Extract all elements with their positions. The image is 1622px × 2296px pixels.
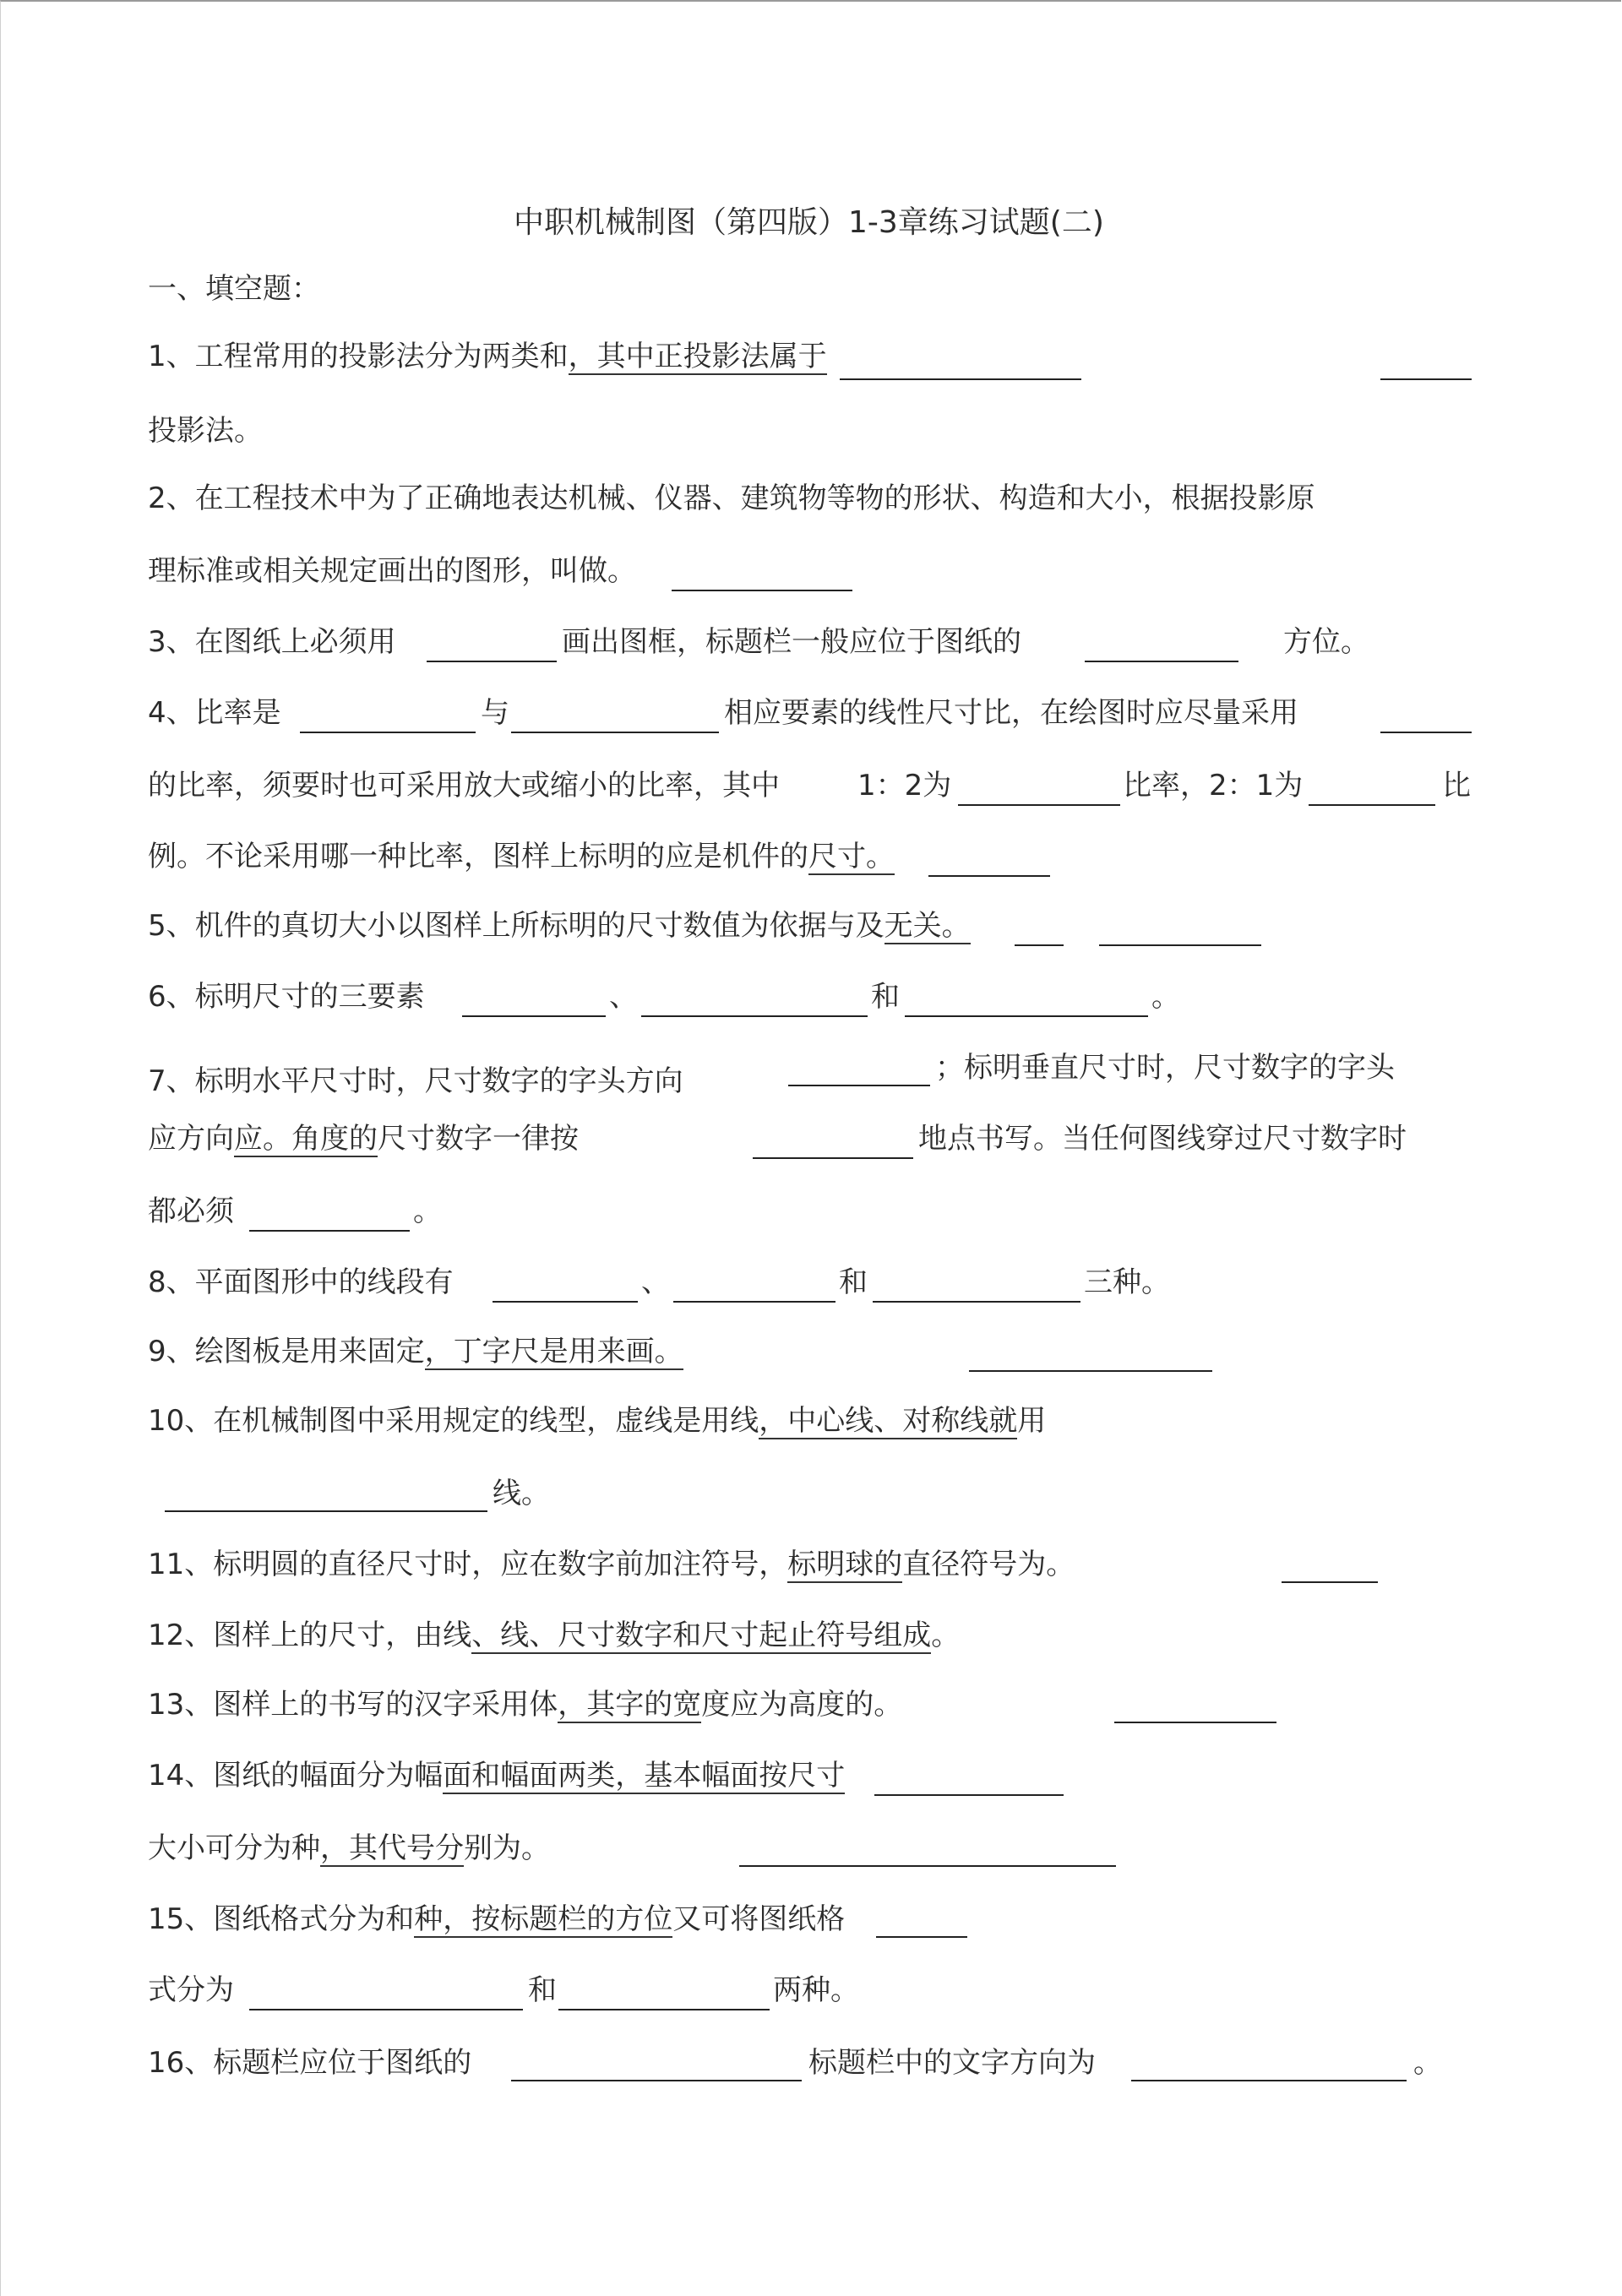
- answer-blank[interactable]: [493, 1301, 638, 1303]
- question-4-part: 相应要素的线性尺寸比，在绘图时应尽量采用: [724, 696, 1298, 730]
- answer-blank[interactable]: [165, 1510, 487, 1512]
- question-7-part: ；标明垂直尺寸时，尺寸数字的字头: [935, 1051, 1395, 1085]
- question-4-line2: 的比率，须要时也可采用放大或缩小的比率，其中: [148, 769, 780, 803]
- page-title: 中职机械制图（第四版）1-3章练习试题(二): [514, 205, 1104, 240]
- question-4-bi: 比: [1442, 769, 1471, 803]
- answer-blank[interactable]: [249, 1230, 410, 1232]
- answer-blank[interactable]: [427, 661, 557, 662]
- question-14-line2: 大小可分为种，其代号分别为。: [148, 1831, 550, 1865]
- question-4-ratio2: 比率，2：1为: [1123, 769, 1304, 803]
- question-1: 1、工程常用的投影法分为两类和，其中正投影法属于: [148, 340, 827, 373]
- question-6: 6、标明尺寸的三要素: [148, 980, 425, 1014]
- question-2-cont: 理标准或相关规定画出的图形，叫做。: [148, 554, 636, 588]
- answer-blank[interactable]: [788, 1085, 930, 1086]
- question-8: 8、平面图形中的线段有: [148, 1265, 454, 1299]
- question-15-line2: 式分为: [148, 1973, 234, 2007]
- answer-blank[interactable]: [840, 378, 1081, 380]
- question-15-end: 两种。: [773, 1973, 859, 2007]
- question-2: 2、在工程技术中为了正确地表达机械、仪器、建筑物等物的形状、构造和大小，根据投影原: [148, 482, 1315, 515]
- answer-blank[interactable]: [969, 1370, 1212, 1372]
- question-10-end: 线。: [493, 1477, 550, 1510]
- question-7-part2: 地点书写。当任何图线穿过尺寸数字时: [918, 1122, 1407, 1156]
- question-3-end: 方位。: [1283, 625, 1369, 659]
- question-15-and: 和: [528, 1973, 557, 2007]
- question-7-line2: 应方向应。角度的尺寸数字一律按: [148, 1122, 579, 1156]
- answer-blank[interactable]: [641, 1015, 868, 1017]
- question-1-cont: 投影法。: [148, 414, 263, 448]
- answer-blank[interactable]: [1015, 944, 1064, 946]
- section-heading: 一、填空题：: [148, 272, 320, 306]
- answer-blank[interactable]: [462, 1015, 606, 1017]
- question-4: 4、比率是: [148, 696, 281, 730]
- answer-blank[interactable]: [753, 1157, 913, 1159]
- question-9: 9、绘图板是用来固定，丁字尺是用来画。: [148, 1335, 683, 1368]
- answer-blank[interactable]: [511, 732, 719, 733]
- answer-blank[interactable]: [1380, 732, 1472, 733]
- question-8-and: 和: [839, 1265, 868, 1299]
- answer-blank[interactable]: [1085, 661, 1238, 662]
- question-8-end: 三种。: [1084, 1265, 1170, 1299]
- question-11: 11、标明圆的直径尺寸时，应在数字前加注符号，标明球的直径符号为。: [148, 1548, 1075, 1581]
- question-7: 7、标明水平尺寸时，尺寸数字的字头方向: [148, 1064, 683, 1098]
- answer-blank[interactable]: [874, 1794, 1064, 1796]
- question-4-ratio: 1：2为: [857, 769, 952, 803]
- answer-blank[interactable]: [905, 1015, 1148, 1017]
- question-12: 12、图样上的尺寸，由线、线、尺寸数字和尺寸起止符号组成。: [148, 1619, 961, 1652]
- answer-blank[interactable]: [672, 590, 852, 591]
- question-4-and: 与: [481, 696, 509, 730]
- answer-blank[interactable]: [739, 1865, 1116, 1867]
- answer-blank[interactable]: [1114, 1722, 1276, 1723]
- question-16: 16、标题栏应位于图纸的: [148, 2046, 472, 2080]
- question-7-end: 。: [413, 1194, 442, 1228]
- answer-blank[interactable]: [1099, 944, 1261, 946]
- answer-blank[interactable]: [673, 1301, 835, 1303]
- question-8-sep: 、: [641, 1265, 670, 1299]
- question-10: 10、在机械制图中采用规定的线型，虚线是用线，中心线、对称线就用: [148, 1404, 1047, 1438]
- answer-blank[interactable]: [958, 804, 1120, 806]
- answer-blank[interactable]: [873, 1301, 1080, 1303]
- question-16-end: 。: [1413, 2046, 1442, 2080]
- question-16-part: 标题栏中的文字方向为: [808, 2046, 1096, 2080]
- question-6-sep: 、: [609, 980, 638, 1014]
- answer-blank[interactable]: [249, 2009, 523, 2010]
- question-3-part: 画出图框，标题栏一般应位于图纸的: [562, 625, 1021, 659]
- question-13: 13、图样上的书写的汉字采用体，其字的宽度应为高度的。: [148, 1688, 903, 1722]
- question-6-and: 和: [871, 980, 900, 1014]
- question-15: 15、图纸格式分为和种，按标题栏的方位又可将图纸格: [148, 1902, 846, 1936]
- question-5: 5、机件的真切大小以图样上所标明的尺寸数值为依据与及无关。: [148, 909, 971, 943]
- question-14: 14、图纸的幅面分为幅面和幅面两类，基本幅面按尺寸: [148, 1759, 846, 1793]
- answer-blank[interactable]: [1380, 378, 1472, 380]
- answer-blank[interactable]: [1282, 1581, 1378, 1583]
- answer-blank[interactable]: [1309, 804, 1435, 806]
- question-4-line3: 例。不论采用哪一种比率，图样上标明的应是机件的尺寸。: [148, 840, 895, 873]
- question-7-line3: 都必须: [148, 1194, 234, 1228]
- question-6-end: 。: [1151, 980, 1180, 1014]
- answer-blank[interactable]: [558, 2009, 770, 2010]
- answer-blank[interactable]: [876, 1936, 967, 1938]
- answer-blank[interactable]: [1131, 2080, 1407, 2081]
- answer-blank[interactable]: [511, 2080, 802, 2081]
- answer-blank[interactable]: [928, 875, 1050, 877]
- answer-blank[interactable]: [300, 732, 476, 733]
- question-3: 3、在图纸上必须用: [148, 625, 396, 659]
